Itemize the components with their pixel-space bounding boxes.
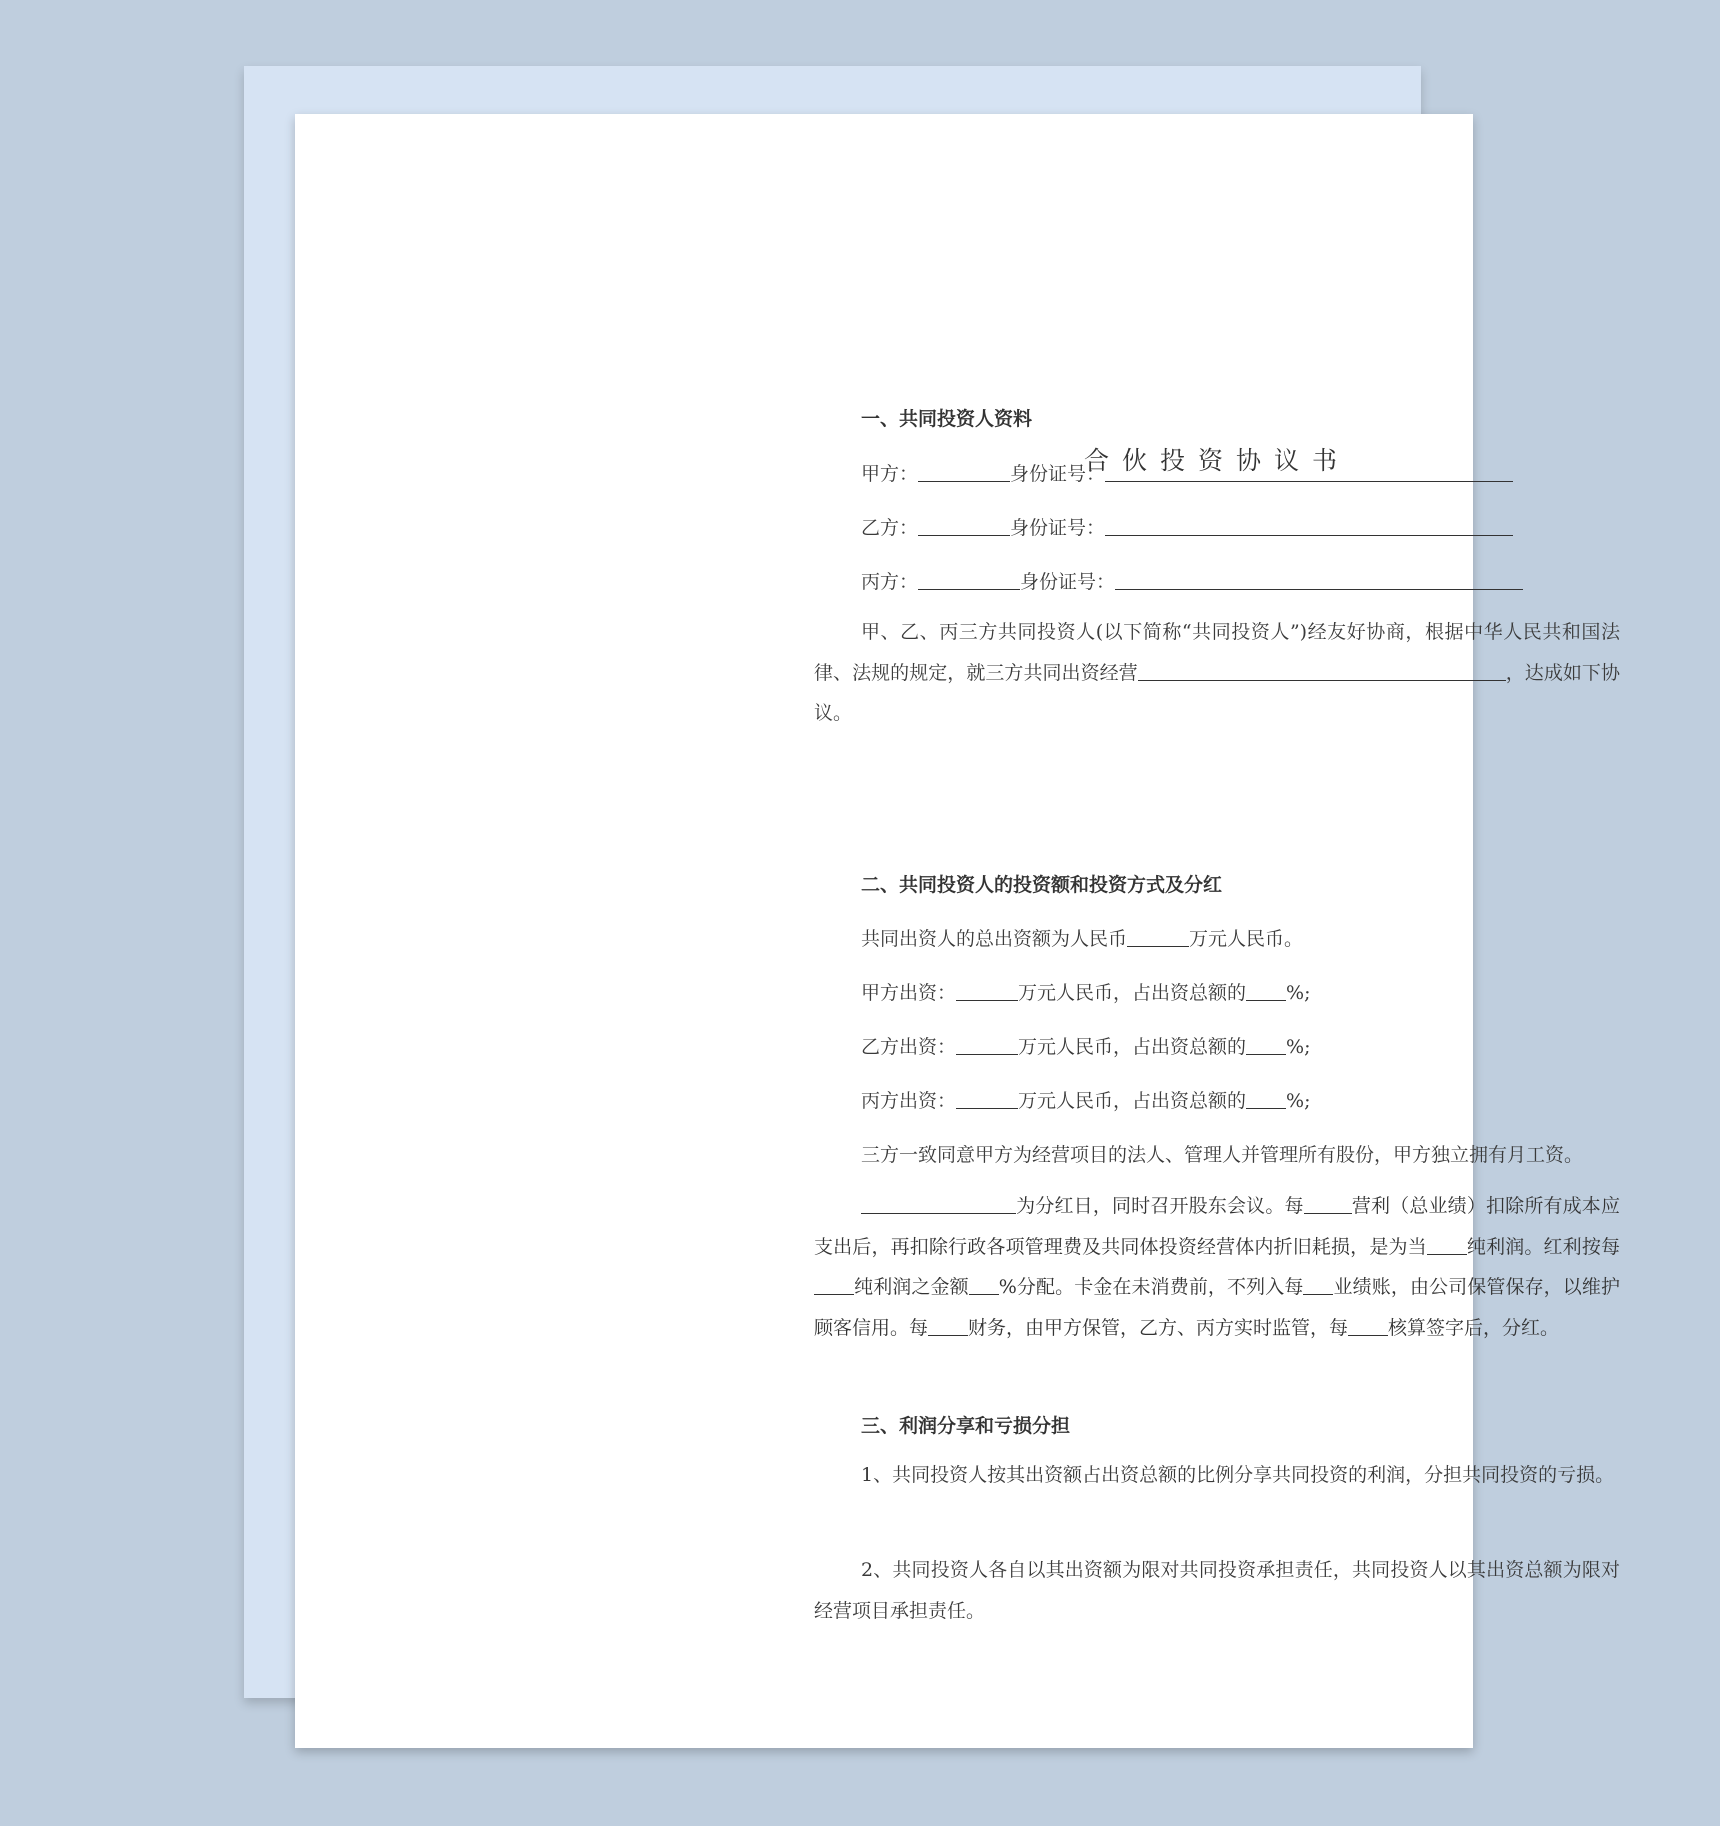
- intro-text-b: ，达成如下协议。: [814, 661, 1620, 724]
- period-blank-2: [1427, 1234, 1467, 1255]
- management-text: 三方一致同意甲方为经营项目的法人、管理人并管理所有股份，甲方独立拥有月工资。: [861, 1144, 1584, 1166]
- party-b-investment-row: [861, 1032, 1311, 1059]
- party-c-name-blank: [918, 569, 1020, 590]
- intro-text-a: 甲、乙、丙三方共同投资人(以下简称“共同投资人”)经友好协商，根据中华人民共和国法律、法规的规定，就三方共同出资经营: [814, 621, 1620, 684]
- dividend-text-5: %分配。卡金在未消费前，不列入每: [998, 1276, 1304, 1298]
- dividend-date-blank: [861, 1193, 1016, 1214]
- section-1-heading: 一、共同投资人资料: [861, 408, 1033, 430]
- party-c-id-label: 身份证号：: [1020, 571, 1116, 593]
- document-page: [295, 114, 1620, 1748]
- dividend-text-7: 财务，由甲方保管，乙方、丙方实时监管，每: [968, 1316, 1349, 1339]
- party-c-label: 丙方：: [861, 571, 919, 593]
- party-a-row: [861, 459, 1513, 486]
- dividend-text-2: 营利（总业绩）扣除所有成本应支出后，再扣除行政各项管理费及共同体投资经营体内折旧耗损，是为当: [814, 1195, 1620, 1258]
- party-b-label: 乙方：: [861, 517, 919, 539]
- percent-blank: [969, 1274, 999, 1295]
- dividend-text-4: 纯利润之金额: [854, 1276, 969, 1298]
- party-c-unit-text: 万元人民币，占出资总额的: [1018, 1090, 1247, 1112]
- party-a-investment-row: [861, 978, 1311, 1005]
- party-c-row: [861, 567, 1523, 594]
- profit-share-item-1: 1、共同投资人按其出资额占出资总额的比例分享共同投资的利润，分担共同投资的亏损。: [861, 1464, 1615, 1486]
- party-c-percent-text: %;: [1286, 1090, 1311, 1112]
- period-blank-4: [1303, 1274, 1333, 1295]
- party-a-name-blank: [918, 461, 1010, 482]
- period-blank-1: [1304, 1193, 1352, 1214]
- period-blank-6: [1348, 1315, 1388, 1336]
- total-text-a: 共同出资人的总出资额为人民币: [861, 928, 1128, 950]
- dividend-paragraph: [814, 1186, 1620, 1348]
- document-title: 合伙投资协议书: [1083, 446, 1350, 475]
- party-b-invest-label: 乙方出资：: [861, 1036, 957, 1058]
- dividend-text-1: 为分红日，同时召开股东会议。每: [1016, 1195, 1304, 1217]
- section-2-heading: 二、共同投资人的投资额和投资方式及分红: [861, 874, 1223, 896]
- dividend-text-8: 核算签字后，分红。: [1388, 1316, 1560, 1339]
- total-amount-blank: [1127, 926, 1189, 947]
- party-b-id-label: 身份证号：: [1010, 517, 1106, 539]
- party-a-unit-text: 万元人民币，占出资总额的: [1018, 982, 1247, 1004]
- party-b-unit-text: 万元人民币，占出资总额的: [1018, 1036, 1247, 1058]
- party-c-percent-blank: [1246, 1088, 1286, 1109]
- dividend-text-6: 业绩账，由公司保管保存，以维护顾客信用。每: [814, 1276, 1620, 1339]
- party-a-id-label: 身份证号：: [1010, 463, 1106, 485]
- party-b-id-blank: [1105, 515, 1513, 536]
- intro-paragraph: [814, 612, 1620, 734]
- party-c-id-blank: [1115, 569, 1523, 590]
- party-a-id-blank: [1105, 461, 1513, 482]
- party-b-name-blank: [918, 515, 1010, 536]
- party-b-percent-text: %;: [1286, 1036, 1311, 1058]
- party-c-invest-label: 丙方出资：: [861, 1090, 957, 1112]
- profit-share-item-2: 2、共同投资人各自以其出资额为限对共同投资承担责任，共同投资人以其出资总额为限对经营项目承担责任。: [814, 1559, 1620, 1622]
- party-a-percent-blank: [1246, 980, 1286, 1001]
- party-a-invest-label: 甲方出资：: [861, 982, 957, 1004]
- period-blank-5: [928, 1315, 968, 1336]
- period-blank-3: [814, 1274, 854, 1295]
- party-a-percent-text: %;: [1286, 982, 1311, 1004]
- party-c-investment-row: [861, 1086, 1311, 1113]
- party-c-amount-blank: [956, 1088, 1018, 1109]
- total-text-b: 万元人民币。: [1189, 928, 1304, 950]
- total-investment-row: [861, 924, 1303, 951]
- business-blank: [1138, 660, 1506, 681]
- section-3-heading: 三、利润分享和亏损分担: [861, 1415, 1071, 1437]
- party-b-row: [861, 513, 1513, 540]
- party-b-amount-blank: [956, 1034, 1018, 1055]
- party-a-amount-blank: [956, 980, 1018, 1001]
- dividend-text-3: 纯利润。红利按每: [1466, 1235, 1620, 1258]
- party-b-percent-blank: [1246, 1034, 1286, 1055]
- party-a-label: 甲方：: [861, 463, 919, 485]
